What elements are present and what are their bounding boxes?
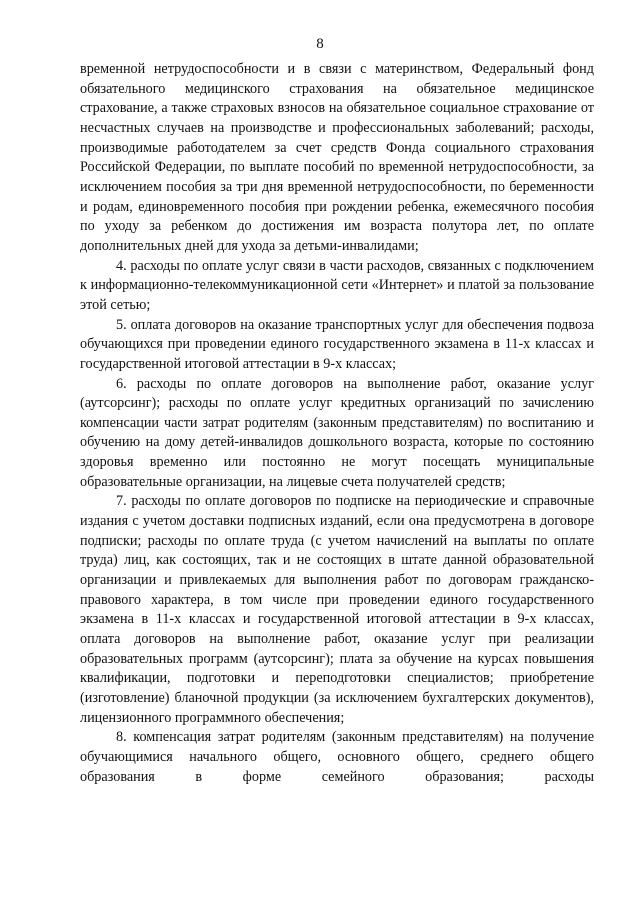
paragraph-item-4: 4. расходы по оплате услуг связи в части расходов, связанных с подключением к информационно-телекоммуникационной сети «Интернет» и платой за пользование этой сетью; bbox=[80, 257, 594, 313]
paragraph-item-5: 5. оплата договоров на оказание транспортных услуг для обеспечения подвоза обучающихся при проведении единого государственного экзамена в 11-х классах и государственной итоговой аттестации в 9-х классах; bbox=[80, 316, 594, 372]
page-number: 8 bbox=[316, 36, 324, 52]
document-body bbox=[80, 60, 594, 787]
paragraph-item-6: 6. расходы по оплате договоров на выполнение работ, оказание услуг (аутсорсинг); расходы по оплате услуг кредитных организаций по зачислению компенсации части затрат родителям (законным представителям) по воспитанию и обучению на дому детей-инвалидов дошкольного возраста, которые по состоянию здоровья временно или постоянно не могут посещать муниципальные образовательные организации, на лицевые счета получателей средств; bbox=[80, 375, 594, 490]
paragraph-item-8: 8. компенсация затрат родителям (законным представителям) на получение обучающимися начального общего, основного общего, среднего общего образования в форме семейного образования; расходы bbox=[80, 729, 594, 785]
paragraph-item-7: 7. расходы по оплате договоров по подписке на периодические и справочные издания с учетом доставки подписных изданий, если она предусмотрена в договоре подписки; расходы по оплате труда (с учетом начислений на выплаты по оплате труда) лиц, как состоящих, так и не состоящих в штате данной образовательной организации и привлекаемых для выполнения работ по договорам гражданско-правового характера, в том числе при проведении единого государственного экзамена в 11-х классах и государственной итоговой аттестации в 9-х классах, оплата договоров на выполнение работ, оказание услуг при реализации образовательных программ (аутсорсинг); плата за обучение на курсах повышения квалификации, подготовки и переподготовки специалистов; приобретение (изготовление) бланочной продукции (за исключением бухгалтерских документов), лицензионного программного обеспечения; bbox=[80, 493, 594, 726]
paragraph-continuation: временной нетрудоспособности и в связи с материнством, Федеральный фонд обязательного медицинского страхования на обязательное медицинское страхование, а также страховых взносов на обязательное социальное страхование от несчастных случаев на производстве и профессиональных заболеваний; расходы, производимые работодателем за счет средств Фонда социального страхования Российской Федерации, по выплате пособий по временной нетрудоспособности, за исключением пособия за три дня временной нетрудоспособности, по беременности и родам, единовременного пособия при рождении ребенка, ежемесячного пособия по уходу за ребенком до достижения им возраста полутора лет, по оплате дополнительных дней для ухода за детьми-инвалидами; bbox=[80, 61, 594, 254]
